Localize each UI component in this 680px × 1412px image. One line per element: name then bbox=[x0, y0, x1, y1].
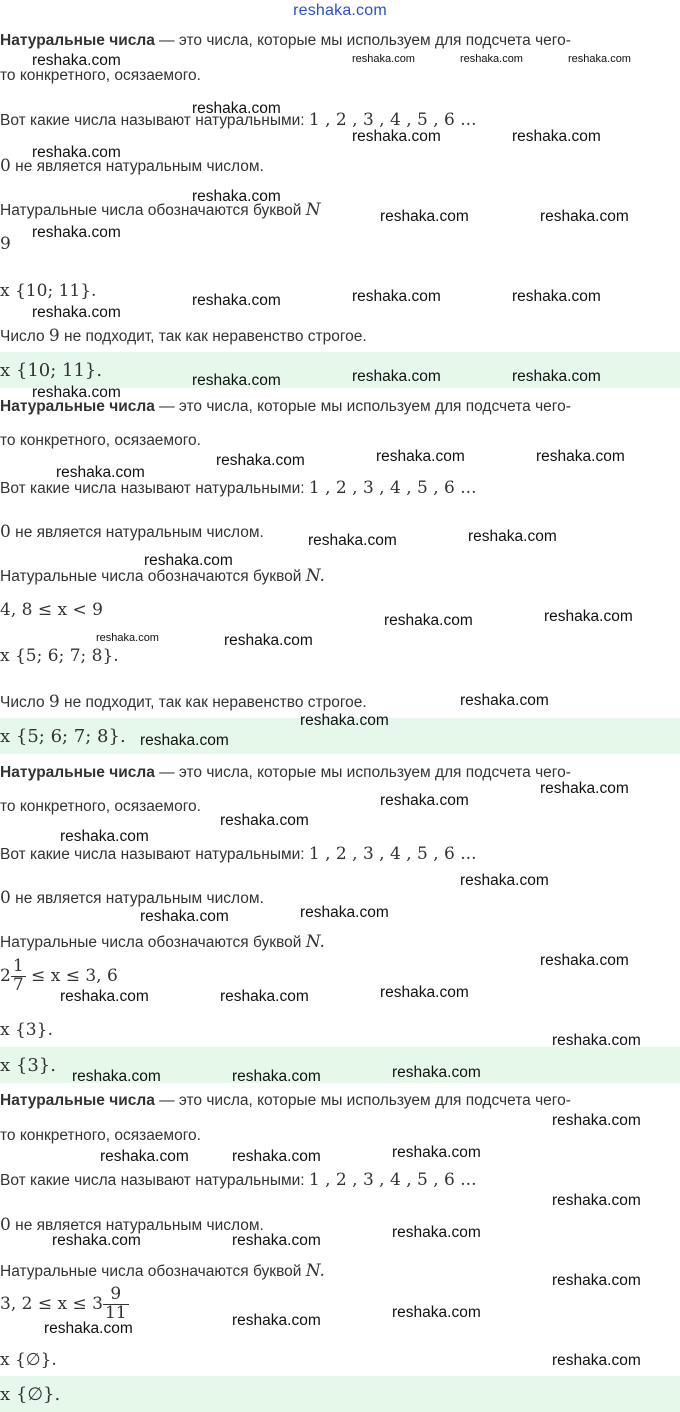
watermark-text: reshaka.com bbox=[300, 712, 389, 729]
natural-list-text: Вот какие числа называют натуральными: bbox=[0, 480, 305, 497]
fraction-numerator: 1 bbox=[12, 956, 24, 976]
watermark-text: reshaka.com bbox=[468, 528, 557, 545]
watermark-text: reshaka.com bbox=[352, 128, 441, 145]
inequality-rest: ≤ x ≤ 3, 6 bbox=[25, 965, 118, 986]
inequality-left: 3, 2 ≤ x ≤ 3 bbox=[0, 1293, 103, 1314]
watermark-text: reshaka.com bbox=[52, 1232, 141, 1249]
watermark-text: reshaka.com bbox=[568, 53, 631, 65]
inequality bbox=[0, 1286, 129, 1323]
watermark-text: reshaka.com bbox=[32, 304, 121, 321]
answer-text: x {∅}. bbox=[0, 1384, 61, 1405]
notation-letter: N. bbox=[305, 566, 325, 586]
natural-list-line bbox=[0, 844, 476, 864]
notation-letter: N. bbox=[305, 932, 325, 952]
definition-line-2: то конкретного, осязаемого. bbox=[0, 798, 201, 815]
watermark-text: reshaka.com bbox=[220, 812, 309, 829]
watermark-text: reshaka.com bbox=[44, 1320, 133, 1337]
watermark-text: reshaka.com bbox=[32, 224, 121, 241]
watermark-text: reshaka.com bbox=[140, 908, 229, 925]
definition-text: — это числа, которые мы используем для подсчета чего- bbox=[154, 32, 571, 49]
definition-text: — это числа, которые мы используем для подсчета чего- bbox=[154, 1092, 571, 1109]
watermark-text: reshaka.com bbox=[60, 828, 149, 845]
watermark-text: reshaka.com bbox=[380, 208, 469, 225]
answer-bar bbox=[0, 1376, 680, 1412]
notation-text: Натуральные числа обозначаются буквой bbox=[0, 568, 306, 585]
watermark-text: reshaka.com bbox=[308, 532, 397, 549]
watermark-text: reshaka.com bbox=[232, 1232, 321, 1249]
watermark-text: reshaka.com bbox=[232, 1148, 321, 1165]
definition-line-1 bbox=[0, 764, 571, 782]
watermark-text: reshaka.com bbox=[460, 872, 549, 889]
watermark-text: reshaka.com bbox=[232, 1312, 321, 1329]
zero-number: 0 bbox=[0, 1215, 11, 1235]
inequality: 9 bbox=[0, 234, 11, 254]
watermark-text: reshaka.com bbox=[540, 780, 629, 797]
note-prefix: Число bbox=[0, 694, 49, 711]
watermark-text: reshaka.com bbox=[384, 612, 473, 629]
watermark-text: reshaka.com bbox=[60, 988, 149, 1005]
answer-text: x {3}. bbox=[0, 1055, 56, 1076]
watermark-text: reshaka.com bbox=[512, 368, 601, 385]
answer-text: x {10; 11}. bbox=[0, 360, 103, 381]
definition-line-1 bbox=[0, 32, 571, 50]
zero-note bbox=[0, 888, 264, 908]
watermark-text: reshaka.com bbox=[536, 448, 625, 465]
strict-inequality-note bbox=[0, 326, 367, 346]
watermark-text: reshaka.com bbox=[192, 100, 281, 117]
watermark-text: reshaka.com bbox=[552, 1352, 641, 1369]
watermark-text: reshaka.com bbox=[512, 288, 601, 305]
notation-letter: N. bbox=[305, 1261, 325, 1281]
term-natural-numbers: Натуральные числа bbox=[0, 398, 155, 415]
inequality: 4, 8 ≤ x < 9 bbox=[0, 600, 103, 620]
notation-text: Натуральные числа обозначаются буквой bbox=[0, 934, 306, 951]
fraction-denominator: 7 bbox=[12, 974, 24, 995]
notation-line bbox=[0, 1261, 325, 1281]
watermark-text: reshaka.com bbox=[376, 448, 465, 465]
watermark-text: reshaka.com bbox=[72, 1068, 161, 1085]
natural-list-math: 1 , 2 , 3 , 4 , 5 , 6 ... bbox=[308, 110, 477, 130]
note-prefix: Число bbox=[0, 328, 49, 345]
inequality-whole: 2 bbox=[0, 965, 11, 986]
watermark-text: reshaka.com bbox=[460, 53, 523, 65]
watermark-text: reshaka.com bbox=[32, 144, 121, 161]
term-natural-numbers: Натуральные числа bbox=[0, 32, 155, 49]
notation-text: Натуральные числа обозначаются буквой bbox=[0, 1263, 306, 1280]
fraction bbox=[11, 958, 26, 995]
natural-list-text: Вот какие числа называют натуральными: bbox=[0, 846, 305, 863]
fraction-numerator: 9 bbox=[103, 1286, 129, 1305]
definition-text: — это числа, которые мы используем для подсчета чего- bbox=[154, 764, 571, 781]
watermark-text: reshaka.com bbox=[232, 1068, 321, 1085]
watermark-text: reshaka.com bbox=[192, 292, 281, 309]
solution-set: x {10; 11}. bbox=[0, 281, 97, 301]
note-text: не подходит, так как неравенство строгое. bbox=[59, 328, 367, 345]
zero-note-text: не является натуральным числом. bbox=[10, 158, 264, 175]
watermark-text: reshaka.com bbox=[56, 464, 145, 481]
watermark-text: reshaka.com bbox=[380, 792, 469, 809]
watermark-text: reshaka.com bbox=[352, 288, 441, 305]
watermark-text: reshaka.com bbox=[552, 1032, 641, 1049]
watermark-text: reshaka.com bbox=[300, 904, 389, 921]
natural-list-line bbox=[0, 1170, 476, 1190]
watermark-text: reshaka.com bbox=[380, 984, 469, 1001]
watermark-text: reshaka.com bbox=[32, 384, 121, 401]
note-text: не подходит, так как неравенство строгое. bbox=[59, 694, 367, 711]
watermark-text: reshaka.com bbox=[32, 52, 121, 69]
answer-text: x {5; 6; 7; 8}. bbox=[0, 726, 126, 747]
definition-line-1 bbox=[0, 1092, 571, 1110]
watermark-text: reshaka.com bbox=[392, 1304, 481, 1321]
fraction bbox=[103, 1286, 129, 1323]
watermark-text: reshaka.com bbox=[460, 692, 549, 709]
natural-list-text: Вот какие числа называют натуральными: bbox=[0, 112, 305, 129]
notation-letter: N bbox=[305, 200, 321, 220]
definition-line-2: то конкретного, осязаемого. bbox=[0, 1127, 201, 1144]
watermark-text: reshaka.com bbox=[216, 452, 305, 469]
watermark-text: reshaka.com bbox=[552, 1112, 641, 1129]
definition-text: — это числа, которые мы используем для подсчета чего- bbox=[154, 398, 571, 415]
watermark-text: reshaka.com bbox=[220, 988, 309, 1005]
watermark-text: reshaka.com bbox=[100, 1148, 189, 1165]
watermark-text: reshaka.com bbox=[540, 208, 629, 225]
solution-set: x {∅}. bbox=[0, 1350, 57, 1370]
term-natural-numbers: Натуральные числа bbox=[0, 764, 155, 781]
site-logo-link[interactable]: reshaka.com bbox=[293, 2, 387, 19]
note-number: 9 bbox=[48, 692, 60, 712]
watermark-text: reshaka.com bbox=[552, 1272, 641, 1289]
natural-list-math: 1 , 2 , 3 , 4 , 5 , 6 ... bbox=[308, 478, 477, 498]
watermark-text: reshaka.com bbox=[392, 1144, 481, 1161]
zero-number: 0 bbox=[0, 888, 11, 908]
strict-inequality-note bbox=[0, 692, 367, 712]
term-natural-numbers: Натуральные числа bbox=[0, 1092, 155, 1109]
notation-line bbox=[0, 932, 325, 952]
definition-line-2: то конкретного, осязаемого. bbox=[0, 432, 201, 449]
watermark-text: reshaka.com bbox=[140, 732, 229, 749]
solution-set: x {5; 6; 7; 8}. bbox=[0, 646, 119, 666]
zero-note-text: не является натуральным числом. bbox=[10, 524, 264, 541]
watermark-text: reshaka.com bbox=[144, 552, 233, 569]
zero-number: 0 bbox=[0, 522, 11, 542]
zero-number: 0 bbox=[0, 156, 11, 176]
solution-set: x {3}. bbox=[0, 1020, 53, 1040]
watermark-text: reshaka.com bbox=[192, 372, 281, 389]
natural-list-math: 1 , 2 , 3 , 4 , 5 , 6 ... bbox=[308, 1170, 477, 1190]
zero-note-text: не является натуральным числом. bbox=[10, 1217, 264, 1234]
watermark-text: reshaka.com bbox=[352, 368, 441, 385]
fraction-denominator: 11 bbox=[104, 1302, 127, 1323]
watermark-text: reshaka.com bbox=[392, 1064, 481, 1081]
watermark-text: reshaka.com bbox=[392, 1224, 481, 1241]
watermark-text: reshaka.com bbox=[540, 952, 629, 969]
natural-list-math: 1 , 2 , 3 , 4 , 5 , 6 ... bbox=[308, 844, 477, 864]
watermark-text: reshaka.com bbox=[552, 1192, 641, 1209]
watermark-text: reshaka.com bbox=[352, 53, 415, 65]
definition-line-2: то конкретного, осязаемого. bbox=[0, 67, 201, 84]
zero-note-text: не является натуральным числом. bbox=[10, 890, 264, 907]
natural-list-text: Вот какие числа называют натуральными: bbox=[0, 1172, 305, 1189]
watermark-text: reshaka.com bbox=[224, 632, 313, 649]
watermark-text: reshaka.com bbox=[544, 608, 633, 625]
watermark-text: reshaka.com bbox=[192, 188, 281, 205]
watermark-text: reshaka.com bbox=[96, 632, 159, 644]
note-number: 9 bbox=[48, 326, 60, 346]
zero-note bbox=[0, 522, 264, 542]
notation-text: Натуральные числа обозначаются буквой bbox=[0, 202, 306, 219]
watermark-text: reshaka.com bbox=[512, 128, 601, 145]
